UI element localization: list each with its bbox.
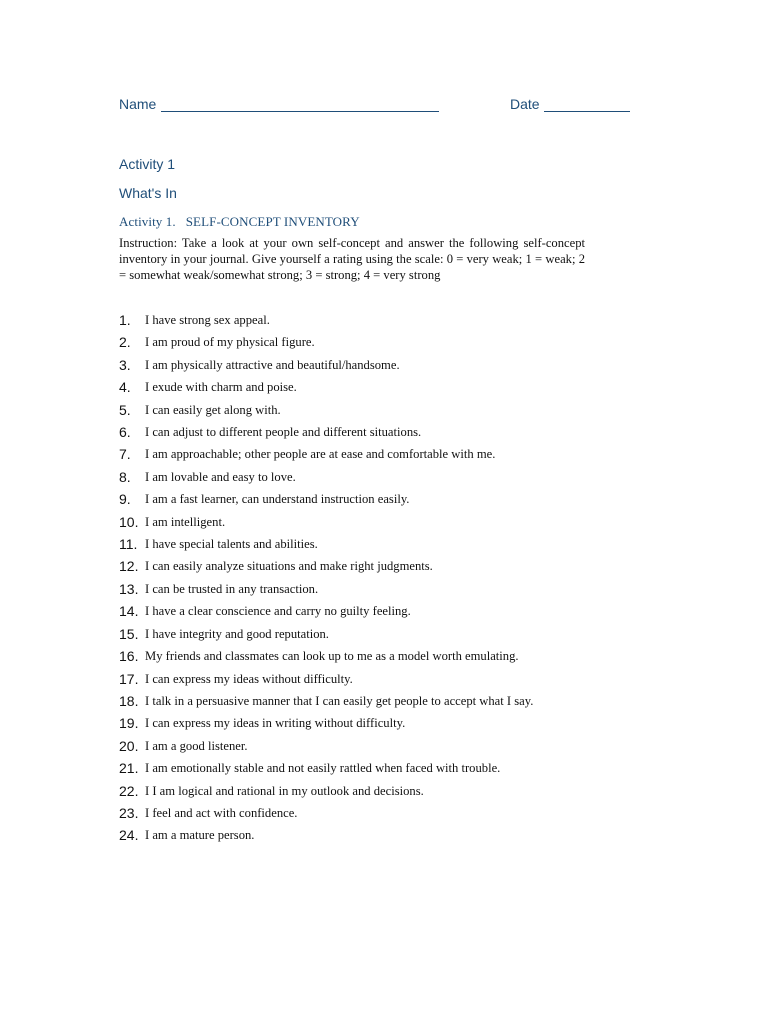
name-blank-line[interactable]	[161, 111, 439, 112]
item-text: I exude with charm and poise.	[145, 380, 297, 395]
item-number: 22.	[119, 782, 139, 799]
item-number: 3.	[119, 356, 131, 373]
date-blank-line[interactable]	[544, 111, 630, 112]
item-text: I talk in a persuasive manner that I can easily get people to accept what I say.	[145, 693, 534, 708]
item-text: I can express my ideas without difficulty.	[145, 671, 353, 686]
item-number: 21.	[119, 760, 139, 777]
item-number: 7.	[119, 446, 131, 463]
inventory-item	[119, 309, 585, 331]
item-text: I have strong sex appeal.	[145, 313, 270, 327]
item-number: 20.	[119, 737, 139, 754]
item-number: 6.	[119, 424, 131, 441]
inventory-item	[119, 421, 585, 443]
item-text: I am approachable; other people are at ease and comfortable with me.	[145, 447, 496, 462]
item-text: I am a good listener.	[145, 738, 248, 753]
inventory-item	[119, 331, 585, 353]
item-text: I have special talents and abilities.	[145, 537, 318, 552]
inventory-item	[119, 668, 585, 690]
instruction-paragraph: Instruction: Take a look at your own self-concept and answer the following self-concept inventory in your journal. Give yourself a rating using the scale: 0 = very weak; 1 = weak; 2 = somewhat weak/somewhat strong; 3 = strong; 4 = very strong	[119, 236, 585, 282]
item-text: I have integrity and good reputation.	[145, 626, 329, 641]
item-number: 5.	[119, 401, 131, 418]
item-text: I can be trusted in any transaction.	[145, 581, 319, 596]
inventory-item	[119, 690, 585, 712]
inventory-item	[119, 780, 585, 802]
item-number: 14.	[119, 603, 139, 620]
inventory-item	[119, 824, 585, 846]
item-number: 10.	[119, 513, 139, 530]
item-number: 15.	[119, 625, 139, 642]
inventory-item	[119, 645, 585, 667]
item-text: I am intelligent.	[145, 514, 226, 529]
item-text: I can easily get along with.	[145, 402, 281, 417]
inventory-item	[119, 399, 585, 421]
inventory-item	[119, 354, 585, 376]
item-number: 19.	[119, 715, 139, 732]
inventory-list	[119, 309, 585, 847]
inventory-item	[119, 802, 585, 824]
item-text: I am lovable and easy to love.	[145, 469, 296, 484]
activity-heading: Activity 1	[119, 156, 176, 172]
inventory-item	[119, 466, 585, 488]
item-number: 16.	[119, 648, 139, 665]
activity-title-text: SELF-CONCEPT INVENTORY	[185, 214, 360, 229]
item-number: 2.	[119, 334, 131, 351]
item-number: 13.	[119, 580, 139, 597]
item-text: I am a fast learner, can understand instruction easily.	[145, 492, 410, 507]
inventory-item	[119, 511, 585, 533]
item-number: 23.	[119, 804, 139, 821]
item-number: 18.	[119, 692, 139, 709]
item-text: My friends and classmates can look up to me as a model worth emulating.	[145, 649, 519, 664]
item-number: 17.	[119, 670, 139, 687]
inventory-item	[119, 600, 585, 622]
activity-title	[119, 214, 360, 230]
name-label: Name	[119, 96, 157, 112]
section-heading: What's In	[119, 185, 177, 201]
inventory-item	[119, 555, 585, 577]
item-text: I have a clear conscience and carry no guilty feeling.	[145, 604, 411, 619]
inventory-item	[119, 623, 585, 645]
item-number: 12.	[119, 558, 139, 575]
item-number: 24.	[119, 827, 139, 844]
item-text: I can adjust to different people and different situations.	[145, 425, 422, 440]
item-number: 11.	[119, 536, 138, 553]
item-text: I am emotionally stable and not easily rattled when faced with trouble.	[145, 761, 501, 776]
inventory-item	[119, 578, 585, 600]
item-text: I feel and act with confidence.	[145, 805, 298, 820]
item-number: 4.	[119, 379, 131, 396]
inventory-item	[119, 443, 585, 465]
inventory-item	[119, 376, 585, 398]
item-text: I can easily analyze situations and make right judgments.	[145, 559, 433, 574]
item-number: 1.	[119, 312, 131, 328]
item-text: I am proud of my physical figure.	[145, 335, 315, 350]
inventory-item	[119, 712, 585, 734]
inventory-item	[119, 488, 585, 510]
item-number: 9.	[119, 491, 131, 508]
item-text: I am physically attractive and beautiful/handsome.	[145, 357, 400, 372]
item-text: I I am logical and rational in my outlook and decisions.	[145, 783, 424, 798]
item-number: 8.	[119, 468, 131, 485]
activity-number: Activity 1.	[119, 214, 176, 229]
inventory-item	[119, 533, 585, 555]
item-text: I am a mature person.	[145, 828, 255, 843]
date-label: Date	[510, 96, 540, 112]
inventory-item	[119, 735, 585, 757]
item-text: I can express my ideas in writing without difficulty.	[145, 716, 406, 731]
name-date-row	[119, 96, 639, 118]
inventory-item	[119, 757, 585, 779]
